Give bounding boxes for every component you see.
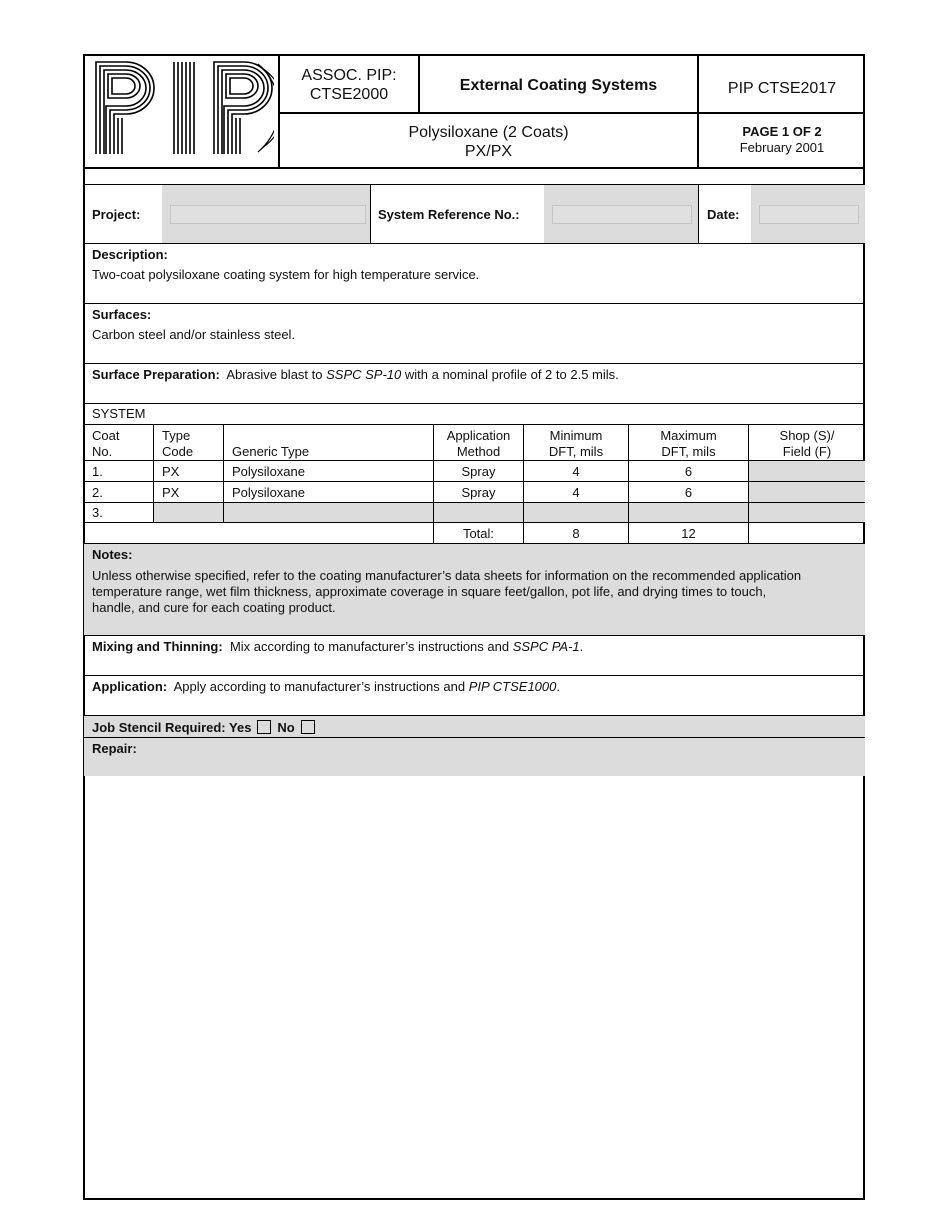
- header-shop-line1: Shop (S)/: [779, 428, 835, 443]
- row2-max: 6: [684, 485, 693, 500]
- assoc-line1: ASSOC. PIP:: [301, 67, 397, 84]
- assoc-line2: CTSE2000: [309, 86, 389, 103]
- mixing-label: Mixing and Thinning:: [92, 639, 223, 654]
- document-date: February 2001: [739, 140, 825, 155]
- header-application-method: [434, 428, 523, 460]
- stencil-label: Job Stencil Required: Yes: [92, 720, 252, 735]
- header-type-code: [162, 428, 193, 460]
- application-text-after: .: [556, 679, 561, 694]
- stencil-no-checkbox[interactable]: [301, 720, 315, 734]
- surface-prep-text-after: with a nominal profile of 2 to 2.5 mils.: [401, 367, 619, 382]
- header-shop-line2: Field (F): [782, 444, 832, 459]
- row1-min: 4: [572, 464, 580, 479]
- header-generic-type: Generic Type: [232, 444, 310, 459]
- notes-label: Notes:: [92, 547, 133, 562]
- row2-type: PX: [162, 485, 180, 500]
- header-min-line2: DFT, mils: [548, 444, 604, 459]
- surface-prep-label: Surface Preparation:: [92, 367, 220, 382]
- system-reference-label: System Reference No.:: [378, 207, 520, 222]
- total-min: 8: [572, 526, 580, 541]
- notes-line3: handle, and cure for each coating product.: [92, 600, 336, 615]
- document-number: PIP CTSE2017: [727, 80, 837, 97]
- surface-prep-text-before: Abrasive blast to: [226, 367, 327, 382]
- header-type-line2: Code: [162, 444, 194, 459]
- row1-generic: Polysiloxane: [232, 464, 305, 479]
- document-title: External Coating Systems: [459, 77, 658, 94]
- total-label: Total:: [462, 526, 495, 541]
- shop-field-cell-row1[interactable]: [748, 461, 865, 481]
- surface-prep-standard: SSPC SP-10: [326, 367, 402, 382]
- application-section: [92, 679, 560, 695]
- description-text: Two-coat polysiloxane coating system for high temperature service.: [92, 267, 480, 282]
- page-info: [699, 124, 865, 156]
- header-coat-line1: Coat: [92, 428, 120, 443]
- application-standard: PIP CTSE1000: [468, 679, 557, 694]
- surfaces-section: [92, 307, 852, 343]
- mixing-text-after: .: [579, 639, 584, 654]
- project-label: Project:: [92, 207, 141, 222]
- system-label: SYSTEM: [92, 406, 146, 421]
- total-max: 12: [681, 526, 696, 541]
- header-maximum-dft: [629, 428, 748, 460]
- mixing-standard: SSPC PA-1: [512, 639, 580, 654]
- repair-label: Repair:: [92, 741, 137, 756]
- row2-generic: Polysiloxane: [232, 485, 305, 500]
- assoc-reference: [280, 66, 418, 104]
- header-coat-line2: No.: [92, 444, 113, 459]
- description-label: Description:: [92, 247, 168, 262]
- notes-line1: Unless otherwise specified, refer to the coating manufacturer’s data sheets for information on the recommended application: [92, 568, 802, 583]
- header-app-line1: Application: [446, 428, 511, 443]
- row1-type: PX: [162, 464, 180, 479]
- application-text-before: Apply according to manufacturer’s instructions and: [173, 679, 469, 694]
- project-input[interactable]: [170, 205, 366, 224]
- row1-method: Spray: [461, 464, 496, 479]
- header-shop-field: [749, 428, 865, 460]
- notes-line2: temperature range, wet film thickness, approximate coverage in square feet/gallon, pot life, and drying times to touch,: [92, 584, 767, 599]
- surfaces-label: Surfaces:: [92, 307, 152, 322]
- repair-section: [84, 738, 865, 776]
- system-reference-input[interactable]: [552, 205, 692, 224]
- stencil-yes-checkbox[interactable]: [257, 720, 271, 734]
- header-app-line2: Method: [456, 444, 501, 459]
- pip-logo: [92, 58, 274, 158]
- header-minimum-dft: [524, 428, 628, 460]
- date-input[interactable]: [759, 205, 859, 224]
- header-max-line1: Maximum: [660, 428, 717, 443]
- header-max-line2: DFT, mils: [661, 444, 716, 459]
- row2-coat: 2.: [92, 485, 103, 500]
- row2-method: Spray: [461, 485, 496, 500]
- mixing-text-before: Mix according to manufacturer’s instructions and: [229, 639, 513, 654]
- date-label: Date:: [707, 207, 740, 222]
- application-label: Application:: [92, 679, 168, 694]
- row1-coat: 1.: [92, 464, 103, 479]
- subtitle-line2: PX/PX: [464, 143, 513, 160]
- shop-field-cell-row2[interactable]: [748, 482, 865, 502]
- surfaces-text: Carbon steel and/or stainless steel.: [92, 327, 296, 342]
- header-type-line1: Type: [162, 428, 191, 443]
- surface-preparation: [92, 367, 862, 383]
- subtitle-line1: Polysiloxane (2 Coats): [408, 124, 569, 141]
- row3-coat: 3.: [92, 505, 103, 520]
- row1-max: 6: [684, 464, 693, 479]
- coat3-entry-cells[interactable]: [154, 503, 865, 522]
- page-number: PAGE 1 OF 2: [742, 124, 822, 139]
- mixing-thinning: [92, 639, 583, 655]
- notes-content: [92, 547, 862, 616]
- row2-min: 4: [572, 485, 580, 500]
- stencil-no-label: No: [277, 720, 295, 735]
- header-min-line1: Minimum: [549, 428, 603, 443]
- pip-logo-graphic: [92, 58, 274, 158]
- document-subtitle: [280, 123, 697, 161]
- description-section: [92, 247, 852, 283]
- header-coat-no: [92, 428, 119, 460]
- stencil-content: [92, 720, 321, 736]
